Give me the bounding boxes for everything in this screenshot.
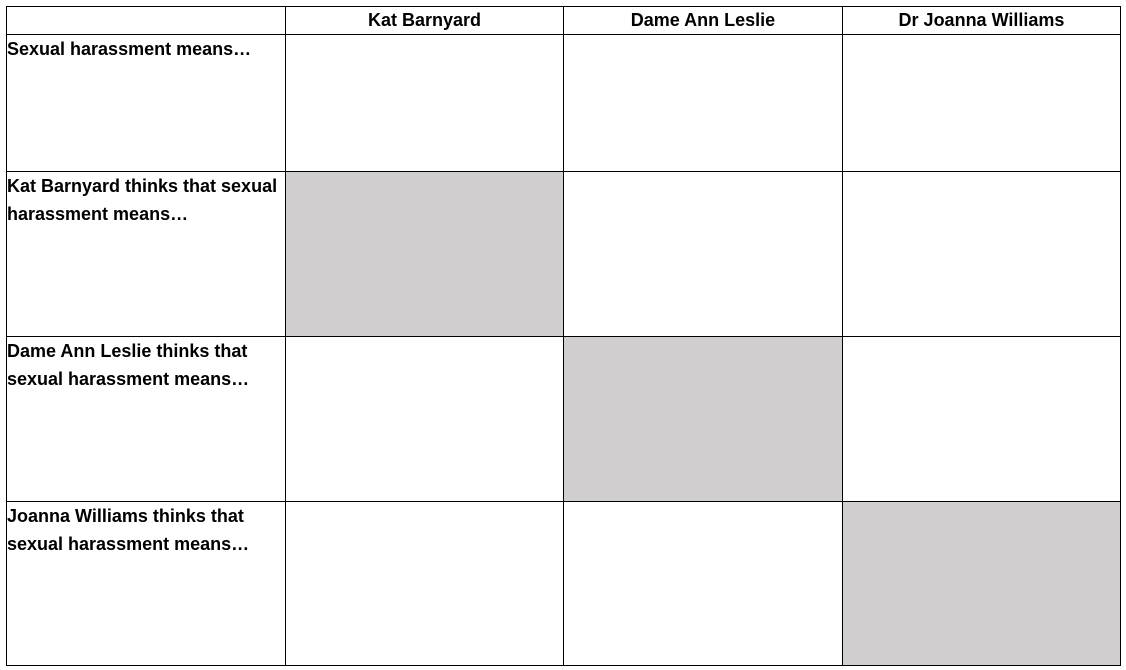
answer-cell[interactable] (843, 172, 1121, 337)
answer-cell[interactable] (564, 35, 843, 172)
corner-cell (7, 7, 286, 35)
header-row (7, 7, 1121, 35)
shaded-cell (286, 172, 564, 337)
answer-cell[interactable] (286, 35, 564, 172)
table-row (7, 337, 1121, 502)
table-row (7, 502, 1121, 666)
answer-cell[interactable] (843, 35, 1121, 172)
column-header-kat-barnyard: Kat Barnyard (286, 7, 564, 35)
table-row (7, 172, 1121, 337)
row-header-dame-ann-leslie: Dame Ann Leslie thinks that sexual harassment means… (7, 337, 286, 502)
row-header-kat-barnyard: Kat Barnyard thinks that sexual harassment means… (7, 172, 286, 337)
answer-cell[interactable] (843, 337, 1121, 502)
column-header-dr-joanna-williams: Dr Joanna Williams (843, 7, 1121, 35)
shaded-cell (564, 337, 843, 502)
answer-cell[interactable] (564, 502, 843, 666)
answer-cell[interactable] (564, 172, 843, 337)
shaded-cell (843, 502, 1121, 666)
comparison-table (6, 6, 1121, 666)
table-row (7, 35, 1121, 172)
column-header-dame-ann-leslie: Dame Ann Leslie (564, 7, 843, 35)
row-header-joanna-williams: Joanna Williams thinks that sexual harassment means… (7, 502, 286, 666)
row-header-definition: Sexual harassment means… (7, 35, 286, 172)
answer-cell[interactable] (286, 502, 564, 666)
answer-cell[interactable] (286, 337, 564, 502)
